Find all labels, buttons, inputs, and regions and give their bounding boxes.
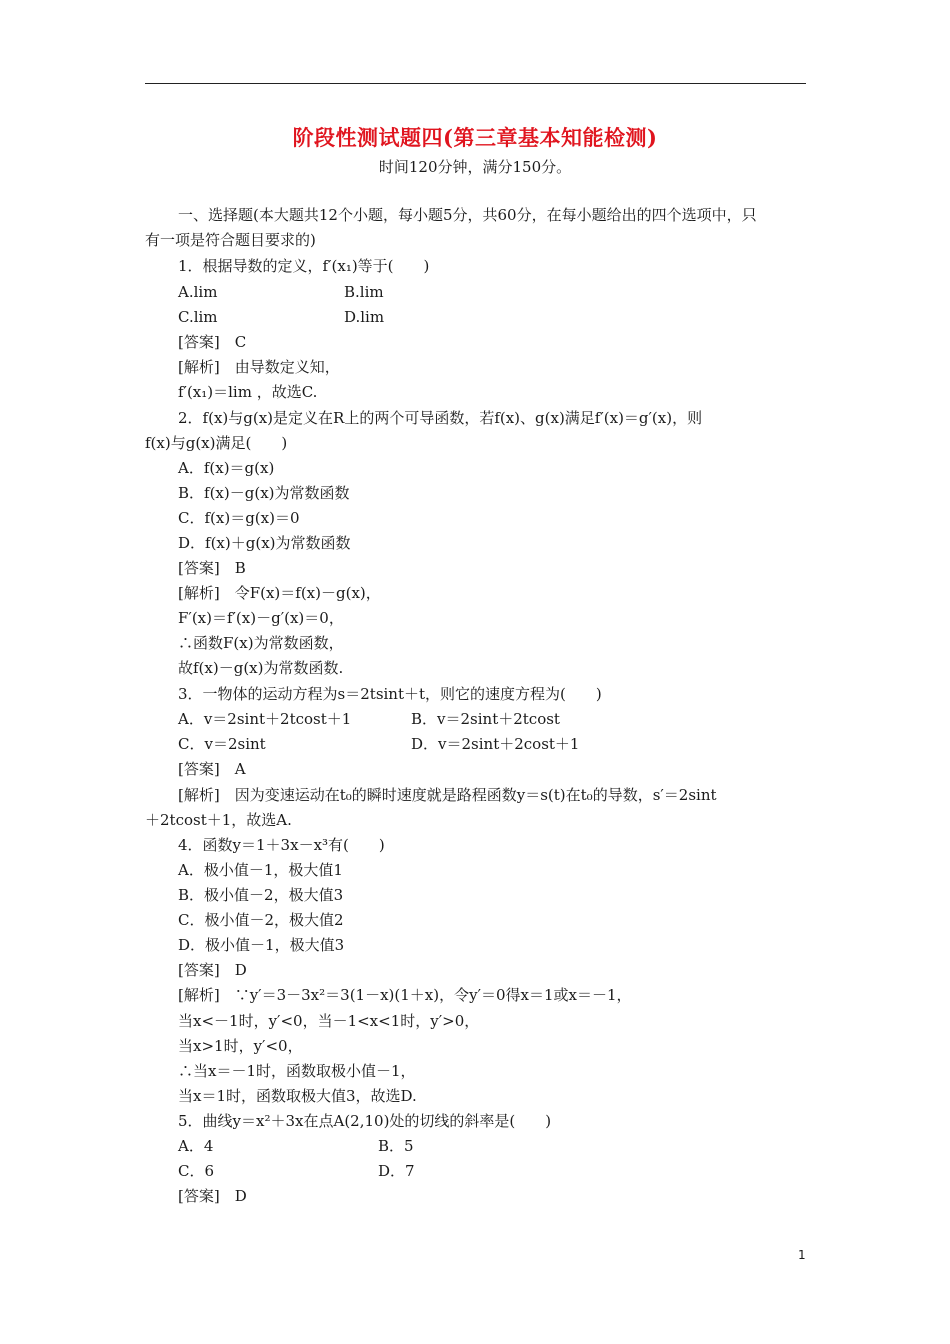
option-c: C．v＝2sint (178, 735, 266, 753)
answer-line: [答案] D (178, 961, 247, 979)
question-stem: 5．曲线y＝x²＋3x在点A(2,10)处的切线的斜率是( ) (178, 1112, 552, 1130)
option-c: C．极小值－2，极大值2 (178, 911, 344, 929)
answer-line: [答案] C (178, 333, 247, 351)
analysis-line: [解析] ∵y′＝3－3x²＝3(1－x)(1＋x)，令y′＝0得x＝1或x＝－1， (178, 986, 632, 1004)
analysis-line: 故f(x)－g(x)为常数函数. (178, 659, 344, 677)
analysis-line: 当x<－1时，y′<0，当－1<x<1时，y′>0， (178, 1012, 480, 1030)
analysis-line: F′(x)＝f′(x)－g′(x)＝0， (178, 609, 344, 627)
option-c: C.lim (178, 308, 218, 326)
option-a: A.lim (178, 283, 218, 301)
question-stem: 2．f(x)与g(x)是定义在R上的两个可导函数，若f(x)、g(x)满足f′(x)＝g′(x)，则 (178, 409, 703, 427)
header-rule (145, 83, 806, 84)
question-stem: 3．一物体的运动方程为s＝2tsint＋t，则它的速度方程为( ) (178, 685, 602, 703)
option-d: D.lim (344, 308, 385, 326)
option-a: A．极小值－1，极大值1 (178, 861, 343, 879)
analysis-line: [解析] 因为变速运动在t₀的瞬时速度就是路程函数y＝s(t)在t₀的导数，s′＝2sint (178, 786, 717, 804)
answer-line: [答案] D (178, 1187, 247, 1205)
question-stem: 4．函数y＝1＋3x－x³有( ) (178, 836, 385, 854)
option-b: B．5 (378, 1137, 414, 1155)
section-intro-line: 有一项是符合题目要求的) (145, 231, 316, 249)
option-d: D．7 (378, 1162, 415, 1180)
option-a: A．4 (178, 1137, 214, 1155)
analysis-line: ∴当x＝－1时，函数取极小值－1， (178, 1062, 416, 1080)
option-a: A．f(x)＝g(x) (178, 459, 275, 477)
page-title: 阶段性测试题四(第三章基本知能检测) (292, 125, 658, 150)
analysis-line: 当x＝1时，函数取极大值3，故选D. (178, 1087, 417, 1105)
question-stem: 1．根据导数的定义，f′(x₁)等于( ) (178, 257, 430, 275)
option-d: D．极小值－1，极大值3 (178, 936, 345, 954)
analysis-line: ∴函数F(x)为常数函数， (178, 634, 344, 652)
option-b: B．极小值－2，极大值3 (178, 886, 344, 904)
option-d: D．v＝2sint＋2cost＋1 (411, 735, 580, 753)
option-b: B．f(x)－g(x)为常数函数 (178, 484, 350, 502)
analysis-line: [解析] 由导数定义知， (178, 358, 340, 376)
option-a: A．v＝2sint＋2tcost＋1 (178, 710, 352, 728)
analysis-line: f′(x₁)＝lim ，故选C. (178, 383, 318, 401)
analysis-line: ＋2tcost＋1，故选A. (145, 811, 292, 829)
analysis-line: 当x>1时，y′<0， (178, 1037, 303, 1055)
page-number: 1 (798, 1248, 806, 1262)
option-c: C．6 (178, 1162, 215, 1180)
option-b: B.lim (344, 283, 384, 301)
option-c: C．f(x)＝g(x)＝0 (178, 509, 300, 527)
question-stem: f(x)与g(x)满足( ) (145, 434, 288, 452)
option-d: D．f(x)＋g(x)为常数函数 (178, 534, 351, 552)
answer-line: [答案] B (178, 559, 246, 577)
option-b: B．v＝2sint＋2tcost (411, 710, 560, 728)
analysis-line: [解析] 令F(x)＝f(x)－g(x)， (178, 584, 381, 602)
answer-line: [答案] A (178, 760, 246, 778)
section-intro-line: 一、选择题(本大题共12个小题，每小题5分，共60分，在每小题给出的四个选项中，只 (178, 206, 757, 224)
page-subtitle: 时间120分钟，满分150分。 (378, 158, 572, 176)
